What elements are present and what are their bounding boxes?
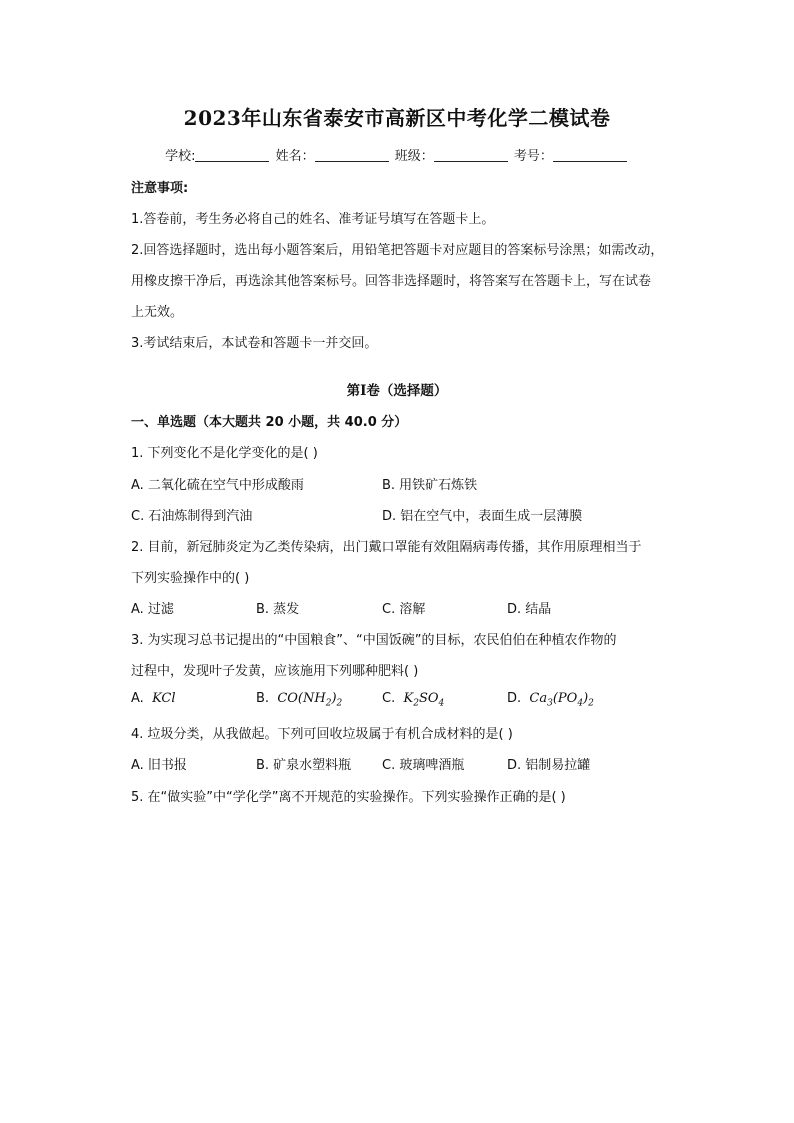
exam-number-blank — [553, 149, 627, 162]
exam-title: 2023年山东省泰安市高新区中考化学二模试卷 — [183, 106, 611, 130]
question-1-option-c: C. 石油炼制得到汽油 — [131, 509, 253, 524]
question-4-option-d: D. 铝制易拉罐 — [507, 758, 591, 773]
question-3-option-d — [507, 691, 594, 709]
notice-item-2-line-3: 上无效。 — [131, 305, 184, 320]
section-title: 第Ⅰ卷（选择题） — [346, 383, 448, 399]
question-2-stem-line-2: 下列实验操作中的( ) — [131, 571, 250, 586]
question-3-option-b — [256, 691, 342, 709]
question-2-option-a: A. 过滤 — [131, 602, 174, 617]
option-a-formula: KCl — [152, 691, 176, 706]
notice-item-3: 3.考试结束后，本试卷和答题卡一并交回。 — [131, 336, 378, 351]
question-4-option-a: A. 旧书报 — [131, 758, 187, 773]
question-4-stem: 4. 垃圾分类，从我做起。下列可回收垃圾属于有机合成材料的是( ) — [131, 727, 513, 742]
question-1-stem: 1. 下列变化不是化学变化的是( ) — [131, 446, 318, 461]
question-5-stem: 5. 在“做实验”中“学化学”离不开规范的实验操作。下列实验操作正确的是( ) — [131, 790, 566, 805]
question-1-option-b: B. 用铁矿石炼铁 — [382, 478, 478, 493]
class-label: 班级： — [394, 149, 434, 164]
option-a-label: A. — [131, 691, 144, 706]
question-4-option-c: C. 玻璃啤酒瓶 — [382, 758, 465, 773]
option-d-label: D. — [507, 691, 522, 706]
question-3-option-c — [382, 691, 444, 709]
question-3-option-a — [131, 691, 176, 706]
notice-heading: 注意事项: — [131, 181, 189, 196]
option-c-label: C. — [382, 691, 396, 706]
school-label: 学校: — [165, 149, 196, 164]
question-1-option-d: D. 铝在空气中，表面生成一层薄膜 — [382, 509, 583, 524]
part-heading: 一、单选题（本大题共 20 小题，共 40.0 分） — [131, 415, 408, 430]
question-3-stem-line-2: 过程中，发现叶子发黄，应该施用下列哪种肥料( ) — [131, 664, 419, 679]
notice-item-2-line-2: 用橡皮擦干净后，再选涂其他答案标号。回答非选择题时，将答案写在答题卡上，写在试卷 — [131, 274, 652, 289]
class-blank — [434, 149, 508, 162]
question-1-option-a: A. 二氧化硫在空气中形成酸雨 — [131, 478, 304, 493]
option-b-label: B. — [256, 691, 270, 706]
name-label: 姓名： — [275, 149, 315, 164]
notice-item-1: 1.答卷前，考生务必将自己的姓名、准考证号填写在答题卡上。 — [131, 212, 495, 227]
question-2-option-d: D. 结晶 — [507, 602, 552, 617]
school-blank — [195, 149, 269, 162]
question-2-option-b: B. 蒸发 — [256, 602, 300, 617]
option-c-formula: $K_2SO_4$ — [403, 691, 445, 709]
notice-item-2-line-1: 2.回答选择题时，选出每小题答案后，用铅笔把答题卡对应题目的答案标号涂黑；如需改动， — [131, 243, 664, 258]
question-4-option-b: B. 矿泉水塑料瓶 — [256, 758, 352, 773]
question-2-option-c: C. 溶解 — [382, 602, 426, 617]
student-info-line — [0, 145, 794, 164]
exam-number-label: 考号： — [513, 149, 553, 164]
question-2-stem-line-1: 2. 目前，新冠肺炎定为乙类传染病，出门戴口罩能有效阻隔病毒传播，其作用原理相当于 — [131, 540, 642, 555]
name-blank — [315, 149, 389, 162]
option-b-formula: $CO(NH_2)_2$ — [277, 691, 343, 709]
option-d-formula: $Ca_3(PO_4)_2$ — [529, 691, 594, 709]
question-3-stem-line-1: 3. 为实现习总书记提出的“中国粮食”、“中国饭碗”的目标，农民伯伯在种植农作物的 — [131, 633, 617, 648]
